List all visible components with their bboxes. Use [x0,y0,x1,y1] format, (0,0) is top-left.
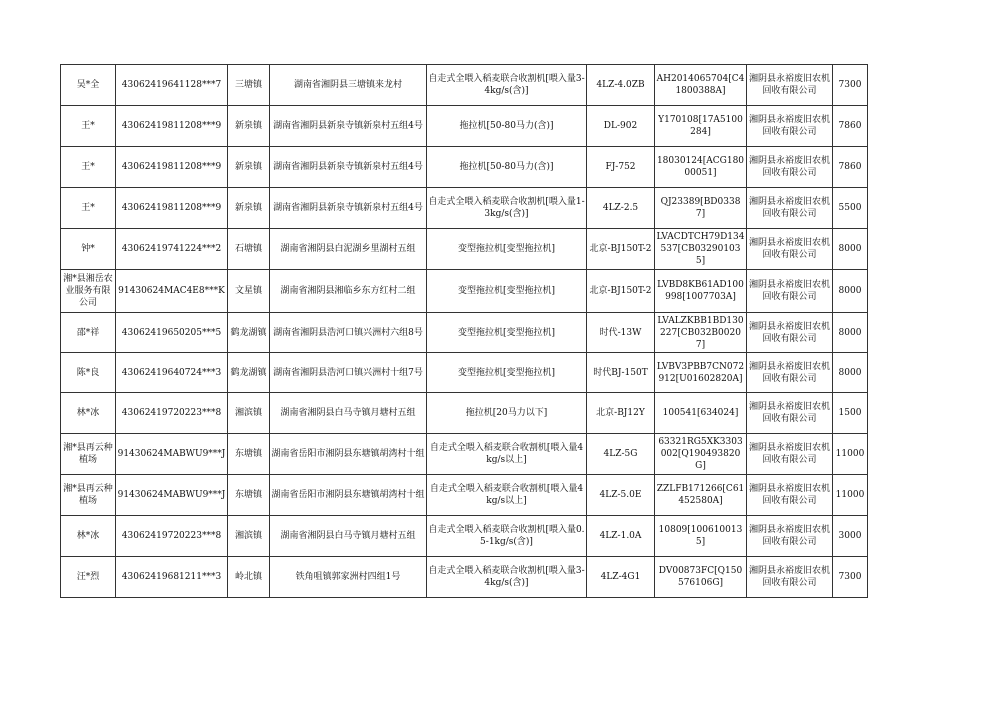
table-row [61,147,868,188]
cell-id: 43062419720223***8 [116,393,228,434]
cell-id: 43062419811208***9 [116,188,228,229]
cell-buyer: 湘阴县永裕废旧农机回收有限公司 [747,475,833,516]
cell-model: 北京-BJ12Y [587,393,655,434]
cell-buyer: 湘阴县永裕废旧农机回收有限公司 [747,65,833,106]
cell-model: 4LZ-2.5 [587,188,655,229]
cell-name: 汪*烈 [61,557,116,598]
cell-address: 湖南省湘阴县三塘镇来龙村 [270,65,427,106]
cell-id: 43062419811208***9 [116,106,228,147]
table-row [61,557,868,598]
cell-buyer: 湘阴县永裕废旧农机回收有限公司 [747,516,833,557]
cell-machine: 拖拉机[20马力以下] [427,393,587,434]
cell-model: 4LZ-4G1 [587,557,655,598]
cell-serial: Y170108[17A5100284] [655,106,747,147]
cell-machine: 变型拖拉机[变型拖拉机] [427,270,587,313]
cell-buyer: 湘阴县永裕废旧农机回收有限公司 [747,270,833,313]
cell-town: 石塘镇 [228,229,270,270]
cell-machine: 自走式全喂入稻麦联合收割机[喂入量1-3kg/s(含)] [427,188,587,229]
cell-id: 43062419741224***2 [116,229,228,270]
table-row [61,353,868,393]
cell-id: 43062419641128***7 [116,65,228,106]
cell-town: 新泉镇 [228,188,270,229]
cell-name: 王* [61,188,116,229]
cell-serial: DV00873FC[Q150576106G] [655,557,747,598]
cell-serial: 10809[1006100135] [655,516,747,557]
cell-buyer: 湘阴县永裕废旧农机回收有限公司 [747,353,833,393]
cell-name: 湘*县湘岳农业服务有限公司 [61,270,116,313]
cell-address: 湖南省湘阴县浩河口镇兴洲村六组8号 [270,313,427,353]
cell-name: 林*冰 [61,516,116,557]
cell-buyer: 湘阴县永裕废旧农机回收有限公司 [747,229,833,270]
cell-machine: 变型拖拉机[变型拖拉机] [427,313,587,353]
table-row [61,516,868,557]
cell-address: 湖南省岳阳市湘阴县东塘镇胡湾村十组 [270,434,427,475]
cell-address: 铁角咀镇郭家洲村四组1号 [270,557,427,598]
cell-town: 新泉镇 [228,106,270,147]
cell-buyer: 湘阴县永裕废旧农机回收有限公司 [747,147,833,188]
cell-model: 4LZ-5G [587,434,655,475]
cell-model: 4LZ-5.0E [587,475,655,516]
cell-name: 王* [61,147,116,188]
table-row [61,106,868,147]
cell-serial: LVBV3PBB7CN072912[U01602820A] [655,353,747,393]
cell-machine: 自走式全喂入稻麦联合收割机[喂入量3-4kg/s(含)] [427,65,587,106]
cell-address: 湖南省湘阴县浩河口镇兴洲村十组7号 [270,353,427,393]
cell-amount: 8000 [833,270,868,313]
cell-machine: 自走式全喂入稻麦联合收割机[喂入量4kg/s以上] [427,475,587,516]
cell-id: 91430624MAC4E8***K [116,270,228,313]
cell-serial: 18030124[ACG18000051] [655,147,747,188]
cell-name: 林*冰 [61,393,116,434]
cell-amount: 8000 [833,313,868,353]
cell-name: 钟* [61,229,116,270]
cell-town: 岭北镇 [228,557,270,598]
table-row [61,313,868,353]
cell-name: 王* [61,106,116,147]
cell-serial: 63321RG5XK3303002[Q190493820G] [655,434,747,475]
cell-buyer: 湘阴县永裕废旧农机回收有限公司 [747,393,833,434]
cell-address: 湖南省湘阴县湘临乡东方红村二组 [270,270,427,313]
table-row [61,434,868,475]
cell-name: 邵*祥 [61,313,116,353]
cell-serial: AH2014065704[C41800388A] [655,65,747,106]
cell-serial: 100541[634024] [655,393,747,434]
table-row [61,270,868,313]
cell-amount: 7860 [833,147,868,188]
cell-amount: 5500 [833,188,868,229]
cell-town: 湘滨镇 [228,393,270,434]
cell-amount: 1500 [833,393,868,434]
cell-model: 北京-BJ150T-2 [587,229,655,270]
cell-amount: 3000 [833,516,868,557]
subsidy-table [60,64,868,598]
cell-buyer: 湘阴县永裕废旧农机回收有限公司 [747,557,833,598]
cell-model: FJ-752 [587,147,655,188]
cell-amount: 8000 [833,353,868,393]
cell-id: 43062419720223***8 [116,516,228,557]
cell-address: 湖南省湘阴县新泉寺镇新泉村五组4号 [270,106,427,147]
cell-address: 湖南省湘阴县新泉寺镇新泉村五组4号 [270,147,427,188]
cell-amount: 7860 [833,106,868,147]
cell-amount: 7300 [833,557,868,598]
cell-town: 新泉镇 [228,147,270,188]
cell-id: 43062419811208***9 [116,147,228,188]
cell-serial: ZZLFB171266[C61452580A] [655,475,747,516]
cell-machine: 拖拉机[50-80马力(含)] [427,147,587,188]
cell-address: 湖南省岳阳市湘阴县东塘镇胡湾村十组 [270,475,427,516]
cell-amount: 11000 [833,434,868,475]
cell-serial: LVBD8KB61AD100998[1007703A] [655,270,747,313]
cell-id: 91430624MABWU9***J [116,475,228,516]
cell-machine: 自走式全喂入稻麦联合收割机[喂入量3-4kg/s(含)] [427,557,587,598]
cell-model: 时代-13W [587,313,655,353]
cell-buyer: 湘阴县永裕废旧农机回收有限公司 [747,106,833,147]
cell-town: 鹤龙湖镇 [228,353,270,393]
cell-town: 鹤龙湖镇 [228,313,270,353]
cell-id: 43062419650205***5 [116,313,228,353]
cell-model: 时代BJ-150T [587,353,655,393]
table-row [61,188,868,229]
cell-town: 东塘镇 [228,434,270,475]
cell-serial: QJ23389[BD03387] [655,188,747,229]
cell-id: 43062419681211***3 [116,557,228,598]
cell-address: 湖南省湘阴县新泉寺镇新泉村五组4号 [270,188,427,229]
cell-address: 湖南省湘阴县白泥湖乡里湖村五组 [270,229,427,270]
table-row [61,475,868,516]
table-row [61,229,868,270]
cell-machine: 变型拖拉机[变型拖拉机] [427,229,587,270]
cell-model: 4LZ-1.0A [587,516,655,557]
cell-town: 东塘镇 [228,475,270,516]
cell-name: 湘*县再云种植场 [61,475,116,516]
cell-amount: 8000 [833,229,868,270]
cell-amount: 7300 [833,65,868,106]
cell-machine: 变型拖拉机[变型拖拉机] [427,353,587,393]
table-row [61,65,868,106]
cell-machine: 自走式全喂入稻麦联合收割机[喂入量4kg/s以上] [427,434,587,475]
cell-town: 湘滨镇 [228,516,270,557]
cell-address: 湖南省湘阴县白马寺镇月塘村五组 [270,393,427,434]
cell-serial: LVACDTCH79D134537[CB032901035] [655,229,747,270]
cell-buyer: 湘阴县永裕废旧农机回收有限公司 [747,434,833,475]
cell-town: 三塘镇 [228,65,270,106]
cell-machine: 拖拉机[50-80马力(含)] [427,106,587,147]
table-row [61,393,868,434]
cell-town: 文星镇 [228,270,270,313]
cell-serial: LVALZKBB1BD130227[CB032B00207] [655,313,747,353]
cell-model: 4LZ-4.0ZB [587,65,655,106]
cell-model: DL-902 [587,106,655,147]
cell-name: 吴*全 [61,65,116,106]
cell-machine: 自走式全喂入稻麦联合收割机[喂入量0.5-1kg/s(含)] [427,516,587,557]
cell-id: 91430624MABWU9***J [116,434,228,475]
cell-amount: 11000 [833,475,868,516]
cell-name: 湘*县再云种植场 [61,434,116,475]
cell-id: 43062419640724***3 [116,353,228,393]
cell-address: 湖南省湘阴县白马寺镇月塘村五组 [270,516,427,557]
cell-name: 陈*良 [61,353,116,393]
cell-buyer: 湘阴县永裕废旧农机回收有限公司 [747,313,833,353]
cell-model: 北京-BJ150T-2 [587,270,655,313]
cell-buyer: 湘阴县永裕废旧农机回收有限公司 [747,188,833,229]
